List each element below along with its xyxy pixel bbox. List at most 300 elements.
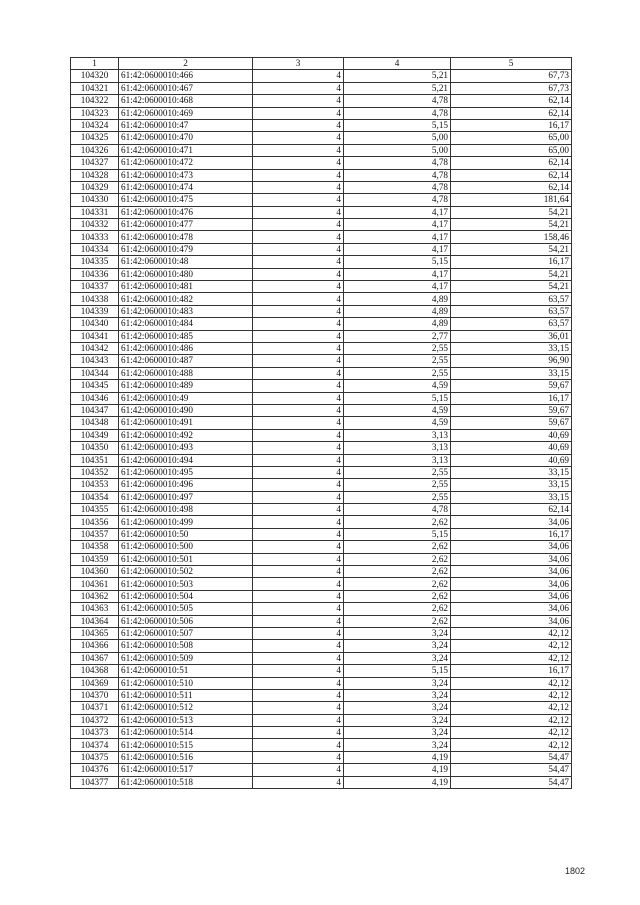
column-3-cell: 4 xyxy=(253,206,344,218)
table-row xyxy=(71,751,572,763)
table-header-row xyxy=(71,58,572,70)
table-row xyxy=(71,181,572,193)
cadastral-number-cell: 61:42:0600010:50 xyxy=(119,528,253,540)
column-3-cell: 4 xyxy=(253,404,344,416)
column-4-cell: 2,55 xyxy=(344,342,451,354)
column-4-cell: 3,13 xyxy=(344,429,451,441)
row-number-cell: 104377 xyxy=(71,776,119,788)
column-4-cell: 2,62 xyxy=(344,615,451,627)
row-number-cell: 104324 xyxy=(71,119,119,131)
column-4-cell: 5,15 xyxy=(344,665,451,677)
cadastral-number-cell: 61:42:0600010:505 xyxy=(119,603,253,615)
row-number-cell: 104334 xyxy=(71,243,119,255)
column-3-cell: 4 xyxy=(253,169,344,181)
column-4-cell: 2,55 xyxy=(344,479,451,491)
row-number-cell: 104341 xyxy=(71,330,119,342)
table-row xyxy=(71,665,572,677)
row-number-cell: 104350 xyxy=(71,442,119,454)
column-4-cell: 4,17 xyxy=(344,219,451,231)
cadastral-number-cell: 61:42:0600010:513 xyxy=(119,714,253,726)
table-row xyxy=(71,566,572,578)
column-4-cell: 4,78 xyxy=(344,157,451,169)
column-4-cell: 2,55 xyxy=(344,367,451,379)
column-3-cell: 4 xyxy=(253,466,344,478)
table-row xyxy=(71,491,572,503)
row-number-cell: 104337 xyxy=(71,281,119,293)
row-number-cell: 104340 xyxy=(71,318,119,330)
row-number-cell: 104367 xyxy=(71,652,119,664)
table-row xyxy=(71,157,572,169)
column-4-cell: 3,13 xyxy=(344,442,451,454)
column-4-cell: 2,62 xyxy=(344,541,451,553)
row-number-cell: 104352 xyxy=(71,466,119,478)
column-3-cell: 4 xyxy=(253,70,344,82)
cadastral-number-cell: 61:42:0600010:489 xyxy=(119,380,253,392)
cadastral-number-cell: 61:42:0600010:475 xyxy=(119,194,253,206)
table-row xyxy=(71,479,572,491)
table-row xyxy=(71,330,572,342)
column-5-cell: 42,12 xyxy=(451,739,572,751)
table-row xyxy=(71,132,572,144)
cadastral-number-cell: 61:42:0600010:491 xyxy=(119,417,253,429)
table-row xyxy=(71,603,572,615)
table-row xyxy=(71,504,572,516)
column-5-cell: 16,17 xyxy=(451,665,572,677)
column-5-cell: 42,12 xyxy=(451,727,572,739)
row-number-cell: 104365 xyxy=(71,627,119,639)
column-4-cell: 4,59 xyxy=(344,404,451,416)
column-5-cell: 16,17 xyxy=(451,119,572,131)
column-5-cell: 54,21 xyxy=(451,268,572,280)
column-5-cell: 34,06 xyxy=(451,516,572,528)
row-number-cell: 104348 xyxy=(71,417,119,429)
column-4-cell: 3,24 xyxy=(344,627,451,639)
table-row xyxy=(71,293,572,305)
cadastral-number-cell: 61:42:0600010:49 xyxy=(119,392,253,404)
column-4-cell: 2,62 xyxy=(344,578,451,590)
row-number-cell: 104355 xyxy=(71,504,119,516)
row-number-cell: 104351 xyxy=(71,454,119,466)
column-3-cell: 4 xyxy=(253,739,344,751)
cadastral-number-cell: 61:42:0600010:472 xyxy=(119,157,253,169)
table-row xyxy=(71,677,572,689)
table-row xyxy=(71,404,572,416)
column-5-cell: 63,57 xyxy=(451,318,572,330)
column-5-cell: 42,12 xyxy=(451,627,572,639)
column-4-cell: 4,78 xyxy=(344,169,451,181)
column-4-cell: 4,78 xyxy=(344,194,451,206)
table-row xyxy=(71,95,572,107)
column-3-cell: 4 xyxy=(253,665,344,677)
row-number-cell: 104349 xyxy=(71,429,119,441)
cadastral-number-cell: 61:42:0600010:504 xyxy=(119,590,253,602)
cadastral-number-cell: 61:42:0600010:499 xyxy=(119,516,253,528)
row-number-cell: 104364 xyxy=(71,615,119,627)
column-3-cell: 4 xyxy=(253,652,344,664)
cadastral-number-cell: 61:42:0600010:494 xyxy=(119,454,253,466)
column-3-cell: 4 xyxy=(253,219,344,231)
row-number-cell: 104362 xyxy=(71,590,119,602)
table-row xyxy=(71,281,572,293)
cadastral-number-cell: 61:42:0600010:478 xyxy=(119,231,253,243)
column-5-cell: 67,73 xyxy=(451,82,572,94)
cadastral-number-cell: 61:42:0600010:514 xyxy=(119,727,253,739)
column-5-cell: 16,17 xyxy=(451,528,572,540)
column-5-cell: 33,15 xyxy=(451,367,572,379)
column-3-cell: 4 xyxy=(253,615,344,627)
row-number-cell: 104322 xyxy=(71,95,119,107)
cadastral-number-cell: 61:42:0600010:517 xyxy=(119,764,253,776)
column-3-cell: 4 xyxy=(253,392,344,404)
column-5-cell: 62,14 xyxy=(451,181,572,193)
cadastral-number-cell: 61:42:0600010:509 xyxy=(119,652,253,664)
column-5-cell: 42,12 xyxy=(451,689,572,701)
column-5-cell: 54,21 xyxy=(451,219,572,231)
row-number-cell: 104363 xyxy=(71,603,119,615)
row-number-cell: 104374 xyxy=(71,739,119,751)
row-number-cell: 104369 xyxy=(71,677,119,689)
row-number-cell: 104354 xyxy=(71,491,119,503)
table-row xyxy=(71,268,572,280)
cadastral-number-cell: 61:42:0600010:488 xyxy=(119,367,253,379)
column-3-cell: 4 xyxy=(253,256,344,268)
column-3-cell: 4 xyxy=(253,194,344,206)
column-5-cell: 67,73 xyxy=(451,70,572,82)
column-5-cell: 158,46 xyxy=(451,231,572,243)
row-number-cell: 104326 xyxy=(71,144,119,156)
column-3-cell: 4 xyxy=(253,454,344,466)
cadastral-number-cell: 61:42:0600010:485 xyxy=(119,330,253,342)
column-4-cell: 4,59 xyxy=(344,417,451,429)
table-row xyxy=(71,305,572,317)
column-3-cell: 4 xyxy=(253,553,344,565)
column-3-cell: 4 xyxy=(253,82,344,94)
column-5-cell: 65,00 xyxy=(451,132,572,144)
table-row xyxy=(71,206,572,218)
column-5-cell: 42,12 xyxy=(451,640,572,652)
column-5-cell: 59,67 xyxy=(451,404,572,416)
table-row xyxy=(71,342,572,354)
column-4-cell: 4,89 xyxy=(344,305,451,317)
column-3-cell: 4 xyxy=(253,330,344,342)
cadastral-number-cell: 61:42:0600010:468 xyxy=(119,95,253,107)
column-5-cell: 36,01 xyxy=(451,330,572,342)
column-4-cell: 5,15 xyxy=(344,256,451,268)
cadastral-number-cell: 61:42:0600010:510 xyxy=(119,677,253,689)
column-3-cell: 4 xyxy=(253,727,344,739)
table-row xyxy=(71,367,572,379)
cadastral-number-cell: 61:42:0600010:511 xyxy=(119,689,253,701)
table-row xyxy=(71,107,572,119)
cadastral-number-cell: 61:42:0600010:492 xyxy=(119,429,253,441)
column-4-cell: 5,00 xyxy=(344,144,451,156)
table-row xyxy=(71,380,572,392)
cadastral-number-cell: 61:42:0600010:473 xyxy=(119,169,253,181)
row-number-cell: 104359 xyxy=(71,553,119,565)
table-row xyxy=(71,219,572,231)
column-4-cell: 5,21 xyxy=(344,70,451,82)
row-number-cell: 104376 xyxy=(71,764,119,776)
column-4-cell: 5,15 xyxy=(344,392,451,404)
column-4-cell: 3,24 xyxy=(344,652,451,664)
column-3-cell: 4 xyxy=(253,677,344,689)
table-row xyxy=(71,231,572,243)
column-3-cell: 4 xyxy=(253,107,344,119)
column-5-cell: 65,00 xyxy=(451,144,572,156)
table-row xyxy=(71,590,572,602)
row-number-cell: 104331 xyxy=(71,206,119,218)
table-row xyxy=(71,243,572,255)
column-3-cell: 4 xyxy=(253,714,344,726)
column-3-cell: 4 xyxy=(253,367,344,379)
table-row xyxy=(71,553,572,565)
column-4-cell: 4,78 xyxy=(344,107,451,119)
cadastral-number-cell: 61:42:0600010:498 xyxy=(119,504,253,516)
row-number-cell: 104327 xyxy=(71,157,119,169)
row-number-cell: 104347 xyxy=(71,404,119,416)
column-3-cell: 4 xyxy=(253,268,344,280)
column-5-cell: 54,21 xyxy=(451,206,572,218)
column-3-cell: 4 xyxy=(253,281,344,293)
cadastral-number-cell: 61:42:0600010:484 xyxy=(119,318,253,330)
table-row xyxy=(71,776,572,788)
row-number-cell: 104339 xyxy=(71,305,119,317)
column-3-cell: 4 xyxy=(253,95,344,107)
row-number-cell: 104370 xyxy=(71,689,119,701)
table-row xyxy=(71,702,572,714)
column-3-cell: 4 xyxy=(253,442,344,454)
column-5-cell: 42,12 xyxy=(451,677,572,689)
column-4-cell: 4,17 xyxy=(344,243,451,255)
row-number-cell: 104342 xyxy=(71,342,119,354)
column-3-cell: 4 xyxy=(253,504,344,516)
column-3-cell: 4 xyxy=(253,231,344,243)
cadastral-number-cell: 61:42:0600010:51 xyxy=(119,665,253,677)
row-number-cell: 104366 xyxy=(71,640,119,652)
cadastral-number-cell: 61:42:0600010:493 xyxy=(119,442,253,454)
column-4-cell: 4,78 xyxy=(344,504,451,516)
cadastral-number-cell: 61:42:0600010:466 xyxy=(119,70,253,82)
column-5-cell: 33,15 xyxy=(451,466,572,478)
column-3-cell: 4 xyxy=(253,751,344,763)
column-5-cell: 59,67 xyxy=(451,380,572,392)
column-3-cell: 4 xyxy=(253,305,344,317)
row-number-cell: 104353 xyxy=(71,479,119,491)
row-number-cell: 104371 xyxy=(71,702,119,714)
table-row xyxy=(71,541,572,553)
column-4-cell: 2,55 xyxy=(344,466,451,478)
cadastral-number-cell: 61:42:0600010:497 xyxy=(119,491,253,503)
column-4-cell: 3,24 xyxy=(344,714,451,726)
table-row xyxy=(71,70,572,82)
column-5-cell: 40,69 xyxy=(451,442,572,454)
column-5-cell: 40,69 xyxy=(451,454,572,466)
column-4-cell: 2,77 xyxy=(344,330,451,342)
column-4-cell: 2,62 xyxy=(344,553,451,565)
cadastral-number-cell: 61:42:0600010:481 xyxy=(119,281,253,293)
row-number-cell: 104368 xyxy=(71,665,119,677)
column-5-cell: 54,47 xyxy=(451,751,572,763)
cadastral-number-cell: 61:42:0600010:502 xyxy=(119,566,253,578)
column-5-cell: 34,06 xyxy=(451,578,572,590)
cadastral-number-cell: 61:42:0600010:480 xyxy=(119,268,253,280)
cadastral-number-cell: 61:42:0600010:476 xyxy=(119,206,253,218)
column-3-cell: 4 xyxy=(253,776,344,788)
row-number-cell: 104335 xyxy=(71,256,119,268)
column-header-2: 2 xyxy=(119,58,253,70)
row-number-cell: 104332 xyxy=(71,219,119,231)
column-3-cell: 4 xyxy=(253,355,344,367)
row-number-cell: 104328 xyxy=(71,169,119,181)
cadastral-number-cell: 61:42:0600010:486 xyxy=(119,342,253,354)
column-3-cell: 4 xyxy=(253,181,344,193)
cadastral-number-cell: 61:42:0600010:496 xyxy=(119,479,253,491)
table-row xyxy=(71,528,572,540)
table-row xyxy=(71,689,572,701)
column-3-cell: 4 xyxy=(253,566,344,578)
column-4-cell: 4,19 xyxy=(344,751,451,763)
column-4-cell: 3,24 xyxy=(344,677,451,689)
cadastral-number-cell: 61:42:0600010:501 xyxy=(119,553,253,565)
cadastral-number-cell: 61:42:0600010:470 xyxy=(119,132,253,144)
column-5-cell: 62,14 xyxy=(451,504,572,516)
table-row xyxy=(71,466,572,478)
cadastral-number-cell: 61:42:0600010:518 xyxy=(119,776,253,788)
row-number-cell: 104375 xyxy=(71,751,119,763)
column-4-cell: 2,62 xyxy=(344,516,451,528)
column-5-cell: 59,67 xyxy=(451,417,572,429)
column-4-cell: 3,24 xyxy=(344,640,451,652)
column-3-cell: 4 xyxy=(253,689,344,701)
column-3-cell: 4 xyxy=(253,578,344,590)
column-3-cell: 4 xyxy=(253,590,344,602)
cadastral-number-cell: 61:42:0600010:508 xyxy=(119,640,253,652)
column-5-cell: 62,14 xyxy=(451,169,572,181)
data-table xyxy=(70,57,572,789)
column-3-cell: 4 xyxy=(253,429,344,441)
cadastral-number-cell: 61:42:0600010:487 xyxy=(119,355,253,367)
column-5-cell: 34,06 xyxy=(451,553,572,565)
column-5-cell: 62,14 xyxy=(451,107,572,119)
column-5-cell: 181,64 xyxy=(451,194,572,206)
table-row xyxy=(71,256,572,268)
table-row xyxy=(71,727,572,739)
column-header-5: 5 xyxy=(451,58,572,70)
column-4-cell: 4,17 xyxy=(344,268,451,280)
column-5-cell: 16,17 xyxy=(451,256,572,268)
cadastral-number-cell: 61:42:0600010:474 xyxy=(119,181,253,193)
column-5-cell: 54,47 xyxy=(451,764,572,776)
column-3-cell: 4 xyxy=(253,119,344,131)
column-header-4: 4 xyxy=(344,58,451,70)
column-3-cell: 4 xyxy=(253,157,344,169)
table-row xyxy=(71,578,572,590)
column-4-cell: 3,24 xyxy=(344,689,451,701)
cadastral-number-cell: 61:42:0600010:503 xyxy=(119,578,253,590)
table-row xyxy=(71,318,572,330)
row-number-cell: 104344 xyxy=(71,367,119,379)
cadastral-number-cell: 61:42:0600010:483 xyxy=(119,305,253,317)
cadastral-number-cell: 61:42:0600010:516 xyxy=(119,751,253,763)
table-row xyxy=(71,392,572,404)
column-4-cell: 5,21 xyxy=(344,82,451,94)
column-4-cell: 5,15 xyxy=(344,528,451,540)
column-4-cell: 4,89 xyxy=(344,318,451,330)
column-5-cell: 16,17 xyxy=(451,392,572,404)
table-row xyxy=(71,355,572,367)
column-4-cell: 4,17 xyxy=(344,281,451,293)
table-row xyxy=(71,627,572,639)
column-5-cell: 54,21 xyxy=(451,243,572,255)
column-3-cell: 4 xyxy=(253,603,344,615)
column-3-cell: 4 xyxy=(253,342,344,354)
column-5-cell: 33,15 xyxy=(451,342,572,354)
column-3-cell: 4 xyxy=(253,491,344,503)
column-5-cell: 62,14 xyxy=(451,157,572,169)
column-4-cell: 3,13 xyxy=(344,454,451,466)
row-number-cell: 104320 xyxy=(71,70,119,82)
column-5-cell: 62,14 xyxy=(451,95,572,107)
column-4-cell: 2,55 xyxy=(344,491,451,503)
table-row xyxy=(71,764,572,776)
column-3-cell: 4 xyxy=(253,479,344,491)
row-number-cell: 104346 xyxy=(71,392,119,404)
cadastral-number-cell: 61:42:0600010:515 xyxy=(119,739,253,751)
column-3-cell: 4 xyxy=(253,144,344,156)
row-number-cell: 104343 xyxy=(71,355,119,367)
column-4-cell: 4,59 xyxy=(344,380,451,392)
table-row xyxy=(71,82,572,94)
column-4-cell: 4,19 xyxy=(344,764,451,776)
table-row xyxy=(71,194,572,206)
column-4-cell: 4,78 xyxy=(344,181,451,193)
cadastral-number-cell: 61:42:0600010:500 xyxy=(119,541,253,553)
cadastral-number-cell: 61:42:0600010:482 xyxy=(119,293,253,305)
row-number-cell: 104330 xyxy=(71,194,119,206)
page-number: 1802 xyxy=(564,866,585,876)
column-3-cell: 4 xyxy=(253,640,344,652)
column-5-cell: 42,12 xyxy=(451,652,572,664)
table-row xyxy=(71,516,572,528)
column-5-cell: 34,06 xyxy=(451,566,572,578)
table-row xyxy=(71,714,572,726)
cadastral-number-cell: 61:42:0600010:506 xyxy=(119,615,253,627)
column-4-cell: 2,62 xyxy=(344,590,451,602)
column-4-cell: 3,24 xyxy=(344,702,451,714)
column-4-cell: 5,00 xyxy=(344,132,451,144)
column-5-cell: 42,12 xyxy=(451,702,572,714)
row-number-cell: 104333 xyxy=(71,231,119,243)
row-number-cell: 104323 xyxy=(71,107,119,119)
row-number-cell: 104356 xyxy=(71,516,119,528)
column-3-cell: 4 xyxy=(253,417,344,429)
cadastral-number-cell: 61:42:0600010:512 xyxy=(119,702,253,714)
table-row xyxy=(71,169,572,181)
cadastral-number-cell: 61:42:0600010:490 xyxy=(119,404,253,416)
column-3-cell: 4 xyxy=(253,541,344,553)
column-header-1: 1 xyxy=(71,58,119,70)
row-number-cell: 104373 xyxy=(71,727,119,739)
cadastral-number-cell: 61:42:0600010:479 xyxy=(119,243,253,255)
column-4-cell: 3,24 xyxy=(344,739,451,751)
column-3-cell: 4 xyxy=(253,627,344,639)
column-4-cell: 4,19 xyxy=(344,776,451,788)
cadastral-number-cell: 61:42:0600010:467 xyxy=(119,82,253,94)
column-3-cell: 4 xyxy=(253,132,344,144)
row-number-cell: 104336 xyxy=(71,268,119,280)
table-row xyxy=(71,454,572,466)
table-row xyxy=(71,640,572,652)
